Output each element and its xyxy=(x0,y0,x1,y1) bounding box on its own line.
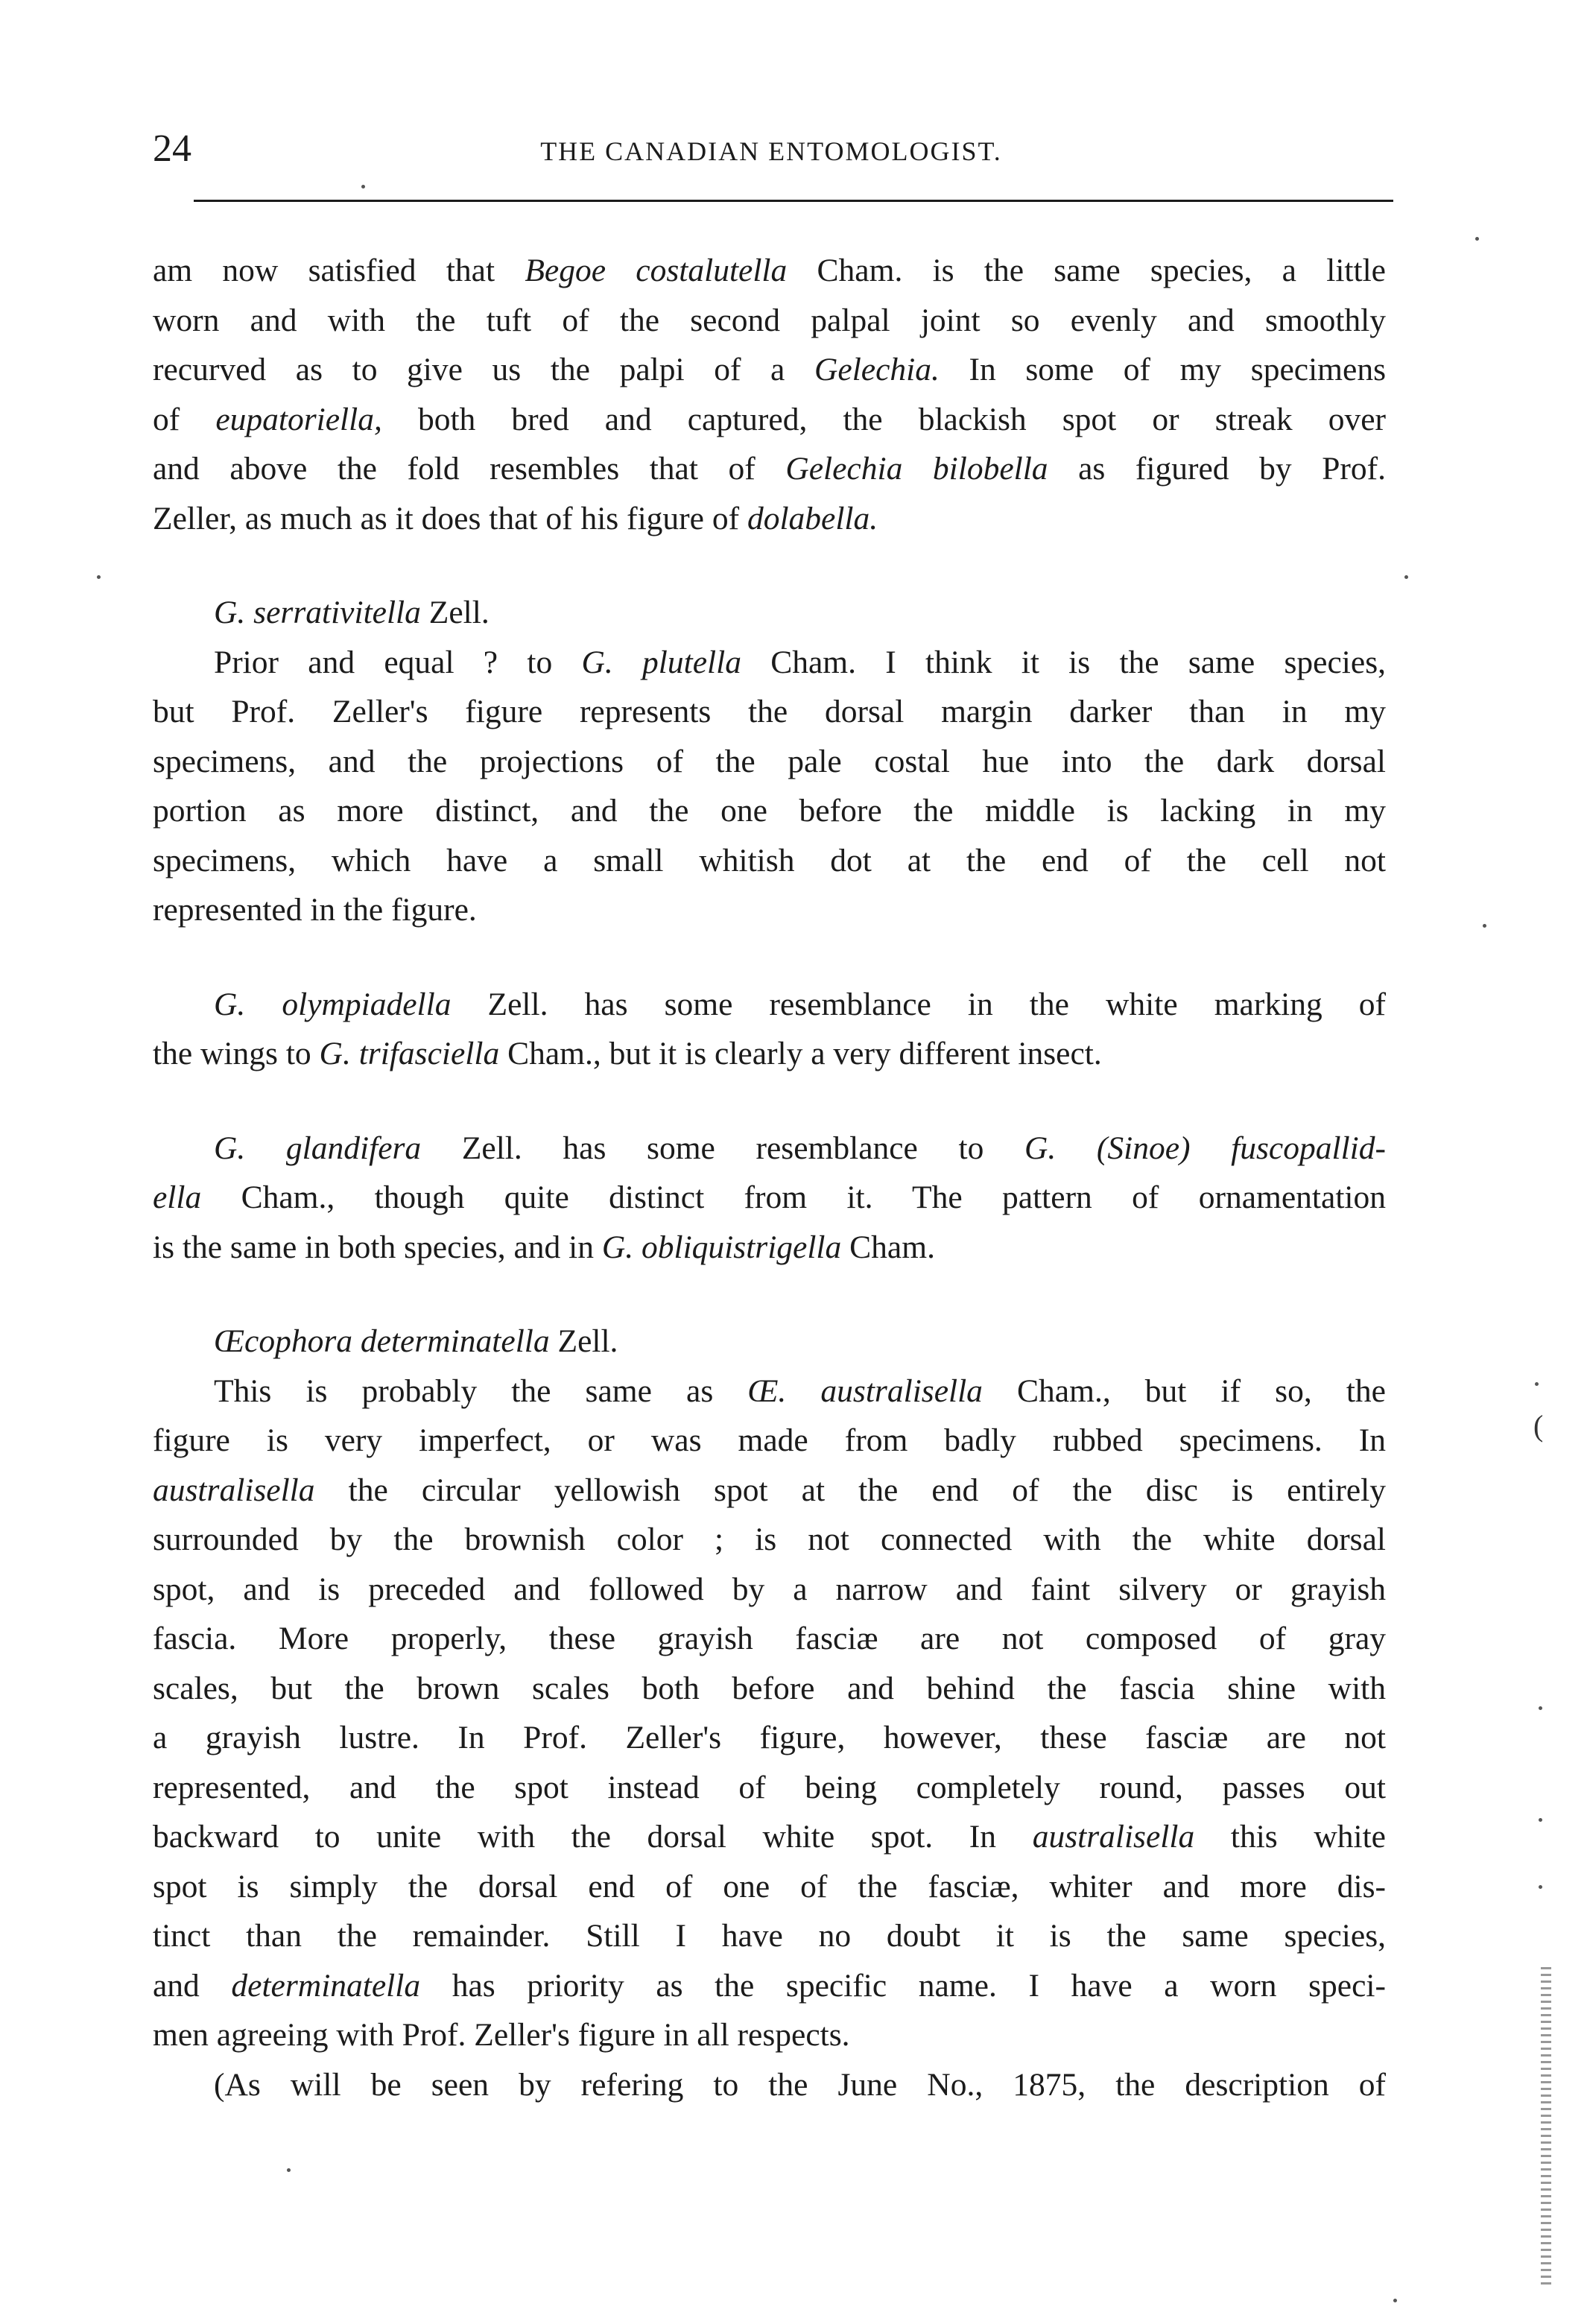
species-name: G. serrativitella xyxy=(214,595,421,630)
body-text xyxy=(153,246,1386,2109)
page-number: 24 xyxy=(153,127,191,170)
scan-speck xyxy=(97,575,101,579)
scan-speck xyxy=(287,2168,291,2172)
text-line: recurved as to give us the palpi of a Gelechia. In some of my specimens xyxy=(153,352,1386,387)
species-name: G. olympiadella xyxy=(214,986,452,1022)
species-name: Begoe costalutella xyxy=(525,253,788,288)
species-heading: G. serrativitella Zell. xyxy=(214,595,490,630)
scan-speck xyxy=(1539,1706,1542,1710)
species-name: determinatella xyxy=(231,1967,421,2004)
page-header xyxy=(153,123,1390,175)
genus-name: Gelechia. xyxy=(814,352,940,387)
paragraph-6 xyxy=(153,2060,1386,2110)
text-line: ella Cham., though quite distinct from it. The pattern of ornamentation xyxy=(153,1180,1386,1215)
paragraph-3 xyxy=(153,980,1386,1079)
scan-speck xyxy=(1539,1818,1542,1822)
text-line: australisella the circular yellowish spot at the end of the disc is entirely xyxy=(153,1472,1386,1508)
paragraph-5 xyxy=(153,1367,1386,2060)
text-line: surrounded by the brownish color ; is not connected with the white dorsal xyxy=(153,1522,1386,1557)
binding-edge-artifact xyxy=(1541,1967,1551,2287)
species-name: australisella xyxy=(1032,1819,1195,1855)
species-name: G. trifasciella xyxy=(319,1036,500,1071)
scan-speck xyxy=(1393,2299,1397,2302)
text-line: G. olympiadella Zell. has some resemblance in the white marking of xyxy=(214,986,1386,1022)
text-line: portion as more distinct, and the one before the middle is lacking in my xyxy=(153,793,1386,829)
text-line: Prior and equal ? to G. plutella Cham. I think it is the same species, xyxy=(214,644,1386,680)
species-name: G. plutella xyxy=(581,644,741,680)
species-name: australisella xyxy=(153,1472,315,1508)
species-name: eupatoriella, xyxy=(215,401,382,437)
text-line: fascia. More properly, these grayish fasciæ are not composed of gray xyxy=(153,1621,1386,1656)
text-line: and determinatella has priority as the specific name. I have a worn speci- xyxy=(153,1967,1386,2004)
species-heading: Œcophora determinatella Zell. xyxy=(214,1323,618,1359)
text-line: represented, and the spot instead of being completely round, passes out xyxy=(153,1769,1386,1805)
paragraph-2 xyxy=(153,638,1386,935)
text-line: specimens, and the projections of the pale costal hue into the dark dorsal xyxy=(153,743,1386,779)
text-line: worn and with the tuft of the second palpal joint so evenly and smoothly xyxy=(153,302,1386,338)
species-name: dolabella. xyxy=(747,500,878,536)
text-line: is the same in both species, and in G. obliquistrigella Cham. xyxy=(153,1229,935,1265)
scan-speck xyxy=(361,185,365,189)
text-line: G. glandifera Zell. has some resemblance to G. (Sinoe) fuscopallid- xyxy=(214,1130,1386,1166)
margin-bracket-mark: ( xyxy=(1533,1409,1544,1443)
text-line: figure is very imperfect, or was made from badly rubbed specimens. In xyxy=(153,1422,1386,1458)
text-line: of eupatoriella, both bred and captured, the blackish spot or streak over xyxy=(153,401,1386,437)
scan-speck xyxy=(1535,1382,1539,1386)
text-line: spot is simply the dorsal end of one of the fasciæ, whiter and more dis- xyxy=(153,1868,1386,1905)
text-line: represented in the figure. xyxy=(153,892,477,928)
species-name: Gelechia bilobella xyxy=(785,451,1048,487)
text-line: a grayish lustre. In Prof. Zeller's figure, however, these fasciæ are not xyxy=(153,1720,1386,1755)
text-line: (As will be seen by refering to the June No., 1875, the description of xyxy=(214,2066,1386,2103)
scan-speck xyxy=(1404,575,1408,579)
text-line: scales, but the brown scales both before and behind the fascia shine with xyxy=(153,1670,1386,1706)
header-rule xyxy=(194,200,1393,202)
text-line: spot, and is preceded and followed by a narrow and faint silvery or grayish xyxy=(153,1571,1386,1607)
text-line: am now satisfied that Begoe costalutella Cham. is the same species, a little xyxy=(153,253,1386,288)
species-name: Œcophora determinatella xyxy=(214,1323,550,1359)
text-line: and above the fold resembles that of Gelechia bilobella as figured by Prof. xyxy=(153,451,1386,487)
species-name: ella xyxy=(153,1180,202,1215)
text-line: backward to unite with the dorsal white spot. In australisella this white xyxy=(153,1819,1386,1855)
running-title: THE CANADIAN ENTOMOLOGIST. xyxy=(540,136,1002,166)
species-name: G. (Sinoe) fuscopallid- xyxy=(1024,1130,1386,1166)
paragraph-4 xyxy=(153,1124,1386,1273)
text-line: the wings to G. trifasciella Cham., but it is clearly a very different insect. xyxy=(153,1036,1102,1071)
paragraph-1 xyxy=(153,246,1386,543)
scan-speck xyxy=(1539,1885,1542,1889)
text-line: men agreeing with Prof. Zeller's figure in all respects. xyxy=(153,2017,850,2053)
text-line: This is probably the same as Œ. australisella Cham., but if so, the xyxy=(214,1372,1386,1409)
text-line: but Prof. Zeller's figure represents the dorsal margin darker than in my xyxy=(153,694,1386,729)
species-name: Œ. australisella xyxy=(747,1372,983,1409)
scan-speck xyxy=(1475,237,1479,241)
text-line: Zeller, as much as it does that of his figure of dolabella. xyxy=(153,500,878,536)
species-name: G. glandifera xyxy=(214,1130,422,1166)
text-line: specimens, which have a small whitish dot at the end of the cell not xyxy=(153,842,1386,878)
scan-speck xyxy=(1483,924,1486,928)
text-line: tinct than the remainder. Still I have no doubt it is the same species, xyxy=(153,1918,1386,1954)
species-name: G. obliquistrigella xyxy=(601,1229,842,1265)
